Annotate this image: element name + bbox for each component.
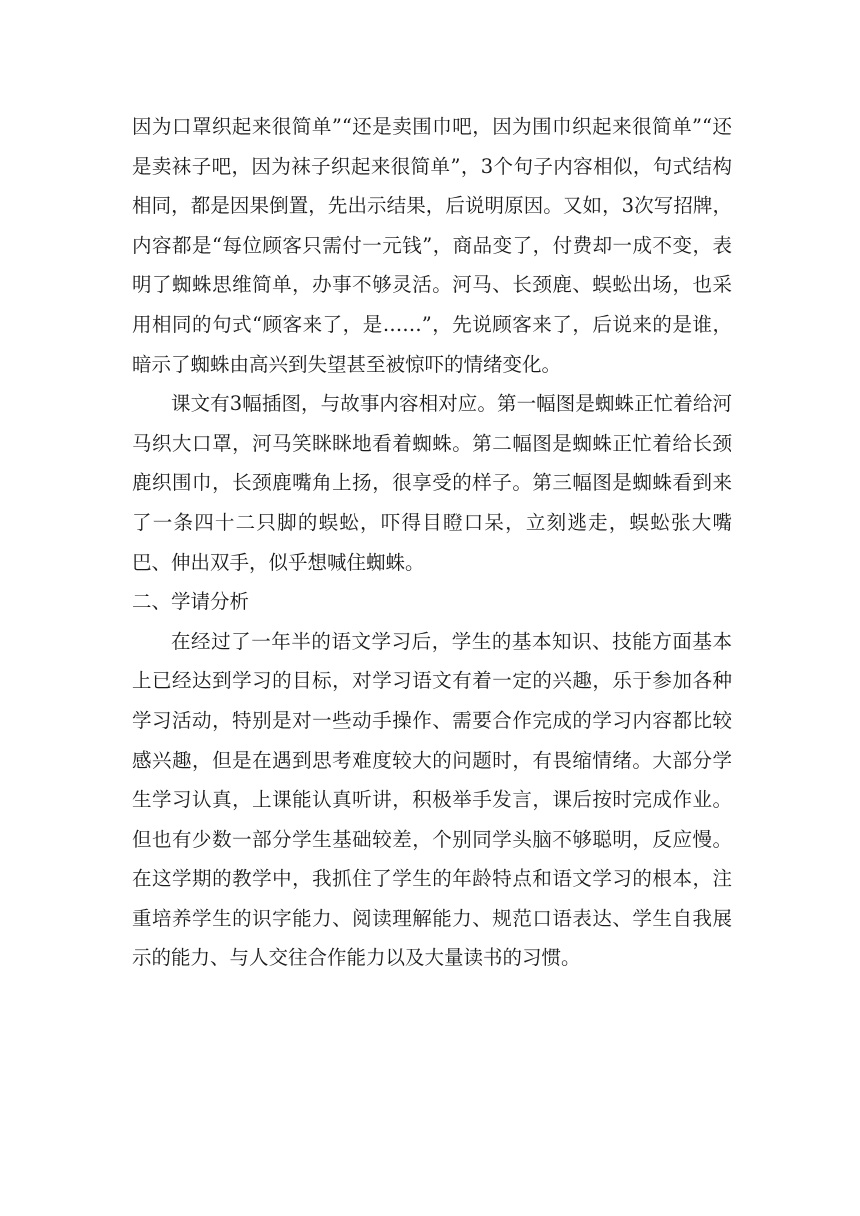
paragraph-student-analysis: 在经过了一年半的语文学习后，学生的基本知识、技能方面基本上已经达到学习的目标，对学习语文有着一定的兴趣，乐于参加各种学习活动，特别是对一些动手操作、需要合作完成的学习内容都比较感兴趣，但是在遇到思考难度较大的问题时，有畏缩情绪。大部分学生学习认真，上课能认真听讲，积极举手发言，课后按时完成作业。但也有少数一部分学生基础较差，个别同学头脑不够聪明，反应慢。在这学期的教学中，我抓住了学生的年龄特点和语文学习的根本，注重培养学生的识字能力、阅读理解能力、规范口语表达、学生自我展示的能力、与人交往合作能力以及大量读书的习惯。 [132,629,732,970]
paragraph-text-analysis-continued: 因为口罩织起来很简单”“还是卖围巾吧，因为围巾织起来很简单”“还是卖袜子吧，因为袜子织起来很简单”，3个句子内容相似，句式结构相同，都是因果倒置，先出示结果，后说明原因。又如，3次写招牌，内容都是“每位顾客只需付一元钱”，商品变了，付费却一成不变，表明了蜘蛛思维简单，办事不够灵活。河马、长颈鹿、蜈蚣出场，也采用相同的句式“顾客来了，是……”，先说顾客来了，后说来的是谁，暗示了蜘蛛由高兴到失望甚至被惊吓的情绪变化。 [132,115,732,376]
section-heading: 二、学请分析 [132,590,250,614]
document-page [132,107,732,978]
paragraph-illustrations: 课文有3幅插图，与故事内容相对应。第一幅图是蜘蛛正忙着给河马织大口罩，河马笑眯眯地看着蜘蛛。第二幅图是蜘蛛正忙着给长颈鹿织围巾，长颈鹿嘴角上扬，很享受的样子。第三幅图是蜘蛛看到来了一条四十二只脚的蜈蚣，吓得目瞪口呆，立刻逃走，蜈蚣张大嘴巴、伸出双手，似乎想喊住蜘蛛。 [132,392,732,574]
